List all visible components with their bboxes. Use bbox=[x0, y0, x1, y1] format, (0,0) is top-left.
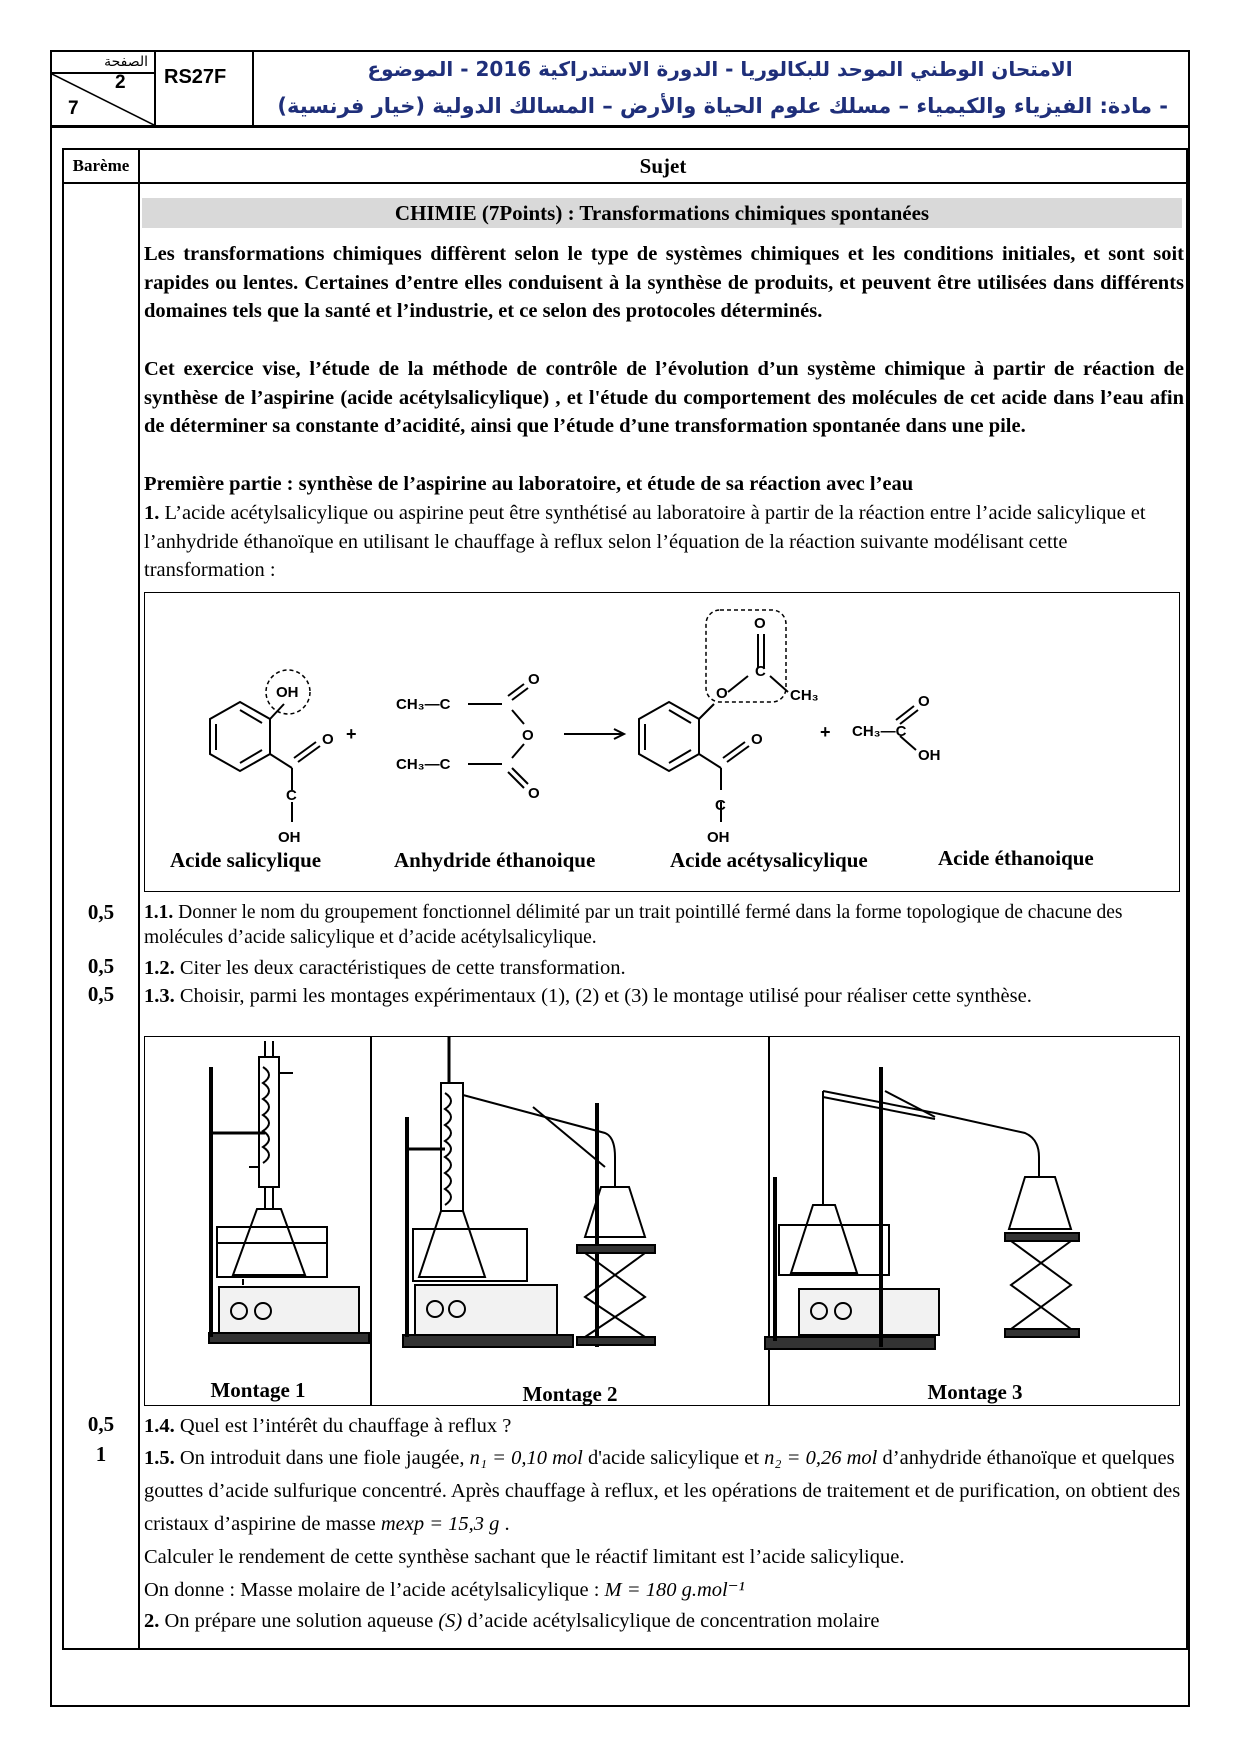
question-1-1 bbox=[144, 900, 1184, 950]
header-row-divider bbox=[62, 182, 1188, 184]
exam-code: RS27F bbox=[158, 52, 254, 126]
points-q1-5: 1 bbox=[95, 1442, 107, 1466]
plus-sign-1: + bbox=[346, 724, 357, 744]
q1-5-text-d: . bbox=[499, 1513, 510, 1535]
label-anhydride-ethanoique: Anhydride éthanoique bbox=[394, 848, 596, 872]
montage-1-label: Montage 1 bbox=[210, 1378, 306, 1402]
q1-5-mexp: mexp = 15,3 g bbox=[380, 1513, 500, 1535]
benzene-ring-1 bbox=[210, 702, 270, 771]
points-q1-2: 0,5 bbox=[87, 954, 115, 978]
page-label: الصفحة bbox=[52, 52, 156, 74]
montage-3-apparatus bbox=[765, 1067, 1079, 1349]
atom-o-5: O bbox=[751, 731, 763, 748]
q2-solution: (S) bbox=[438, 1610, 463, 1632]
question-1-2-text: Citer les deux caractéristiques de cette transformation. bbox=[174, 957, 626, 979]
question-1-5 bbox=[144, 1442, 1184, 1607]
atom-o-3: O bbox=[522, 727, 534, 744]
montages-drawing bbox=[145, 1037, 1179, 1367]
question-1-text: L’acide acétylsalicylique ou aspirine peut être synthétisé au laboratoire à partir de la réaction entre l’acide salicylique et l’anhydride éthanoïque en utilisant le chauffage à reflux selon l’équation de la réaction suivante modélisant cette transformation : bbox=[144, 502, 1146, 581]
q1-5-line5: On donne : Masse molaire de l’acide acétylsalicylique : bbox=[144, 1579, 605, 1601]
bareme-header: Barème bbox=[72, 156, 130, 175]
atom-ch3: CH₃ bbox=[790, 687, 819, 704]
atom-ch3c-2: CH₃—C bbox=[396, 756, 451, 773]
atom-oh-4: OH bbox=[918, 747, 941, 764]
label-acide-ethanoique: Acide éthanoique bbox=[938, 846, 1094, 870]
question-1-5-number: 1.5. bbox=[144, 1447, 175, 1469]
atom-ch3c-1: CH₃—C bbox=[396, 696, 451, 713]
atom-o-4: O bbox=[528, 785, 540, 802]
exam-title: الامتحان الوطني الموحد للبكالوريا - الدورة الاستدراكية 2016 - الموضوع bbox=[367, 57, 1073, 81]
question-1-1-text: Donner le nom du groupement fonctionnel délimité par un trait pointillé fermé dans la forme topologique de chacune des molécules d’acide salicylique et d’acide acétylsalicylique. bbox=[144, 902, 1123, 948]
montage-1-apparatus bbox=[209, 1041, 369, 1343]
points-q1-4: 0,5 bbox=[87, 1412, 115, 1436]
page-total: 7 bbox=[68, 98, 79, 119]
column-divider bbox=[138, 148, 140, 1650]
page-number: 2 bbox=[115, 72, 126, 93]
atom-oh-1: OH bbox=[276, 684, 299, 701]
question-1-number: 1. bbox=[144, 502, 160, 524]
points-q1-1: 0,5 bbox=[87, 900, 115, 924]
sujet-header: Sujet bbox=[639, 154, 687, 178]
atom-o-2: O bbox=[528, 671, 540, 688]
montage-2-apparatus bbox=[403, 1037, 655, 1347]
benzene-ring-2 bbox=[639, 702, 699, 771]
atom-c-1: C bbox=[286, 787, 297, 804]
montage-3-label: Montage 3 bbox=[927, 1380, 1023, 1404]
q1-5-line4: Calculer le rendement de cette synthèse sachant que le réactif limitant est l’acide salicylique. bbox=[144, 1546, 905, 1568]
exam-subject: - مادة: الفيزياء والكيمياء – مسلك علوم الحياة والأرض – المسالك الدولية (خيار فرنسية) bbox=[277, 94, 1168, 118]
question-1-2-number: 1.2. bbox=[144, 957, 175, 979]
atom-oh-3: OH bbox=[707, 829, 730, 846]
q1-5-molar-mass: M = 180 g.mol⁻¹ bbox=[604, 1579, 745, 1601]
q1-5-n2: n₂ = 0,26 mol bbox=[764, 1447, 878, 1469]
question-1-3-number: 1.3. bbox=[144, 985, 175, 1007]
question-1-3 bbox=[144, 982, 1184, 1011]
question-1-4-text: Quel est l’intérêt du chauffage à reflux ? bbox=[174, 1415, 512, 1437]
atom-o-6: O bbox=[716, 685, 728, 702]
question-2-number: 2. bbox=[144, 1610, 160, 1632]
label-acide-salicylique: Acide salicylique bbox=[170, 848, 322, 872]
atom-o-1: O bbox=[322, 731, 334, 748]
q1-5-n1: n₁ = 0,10 mol bbox=[469, 1447, 583, 1469]
atom-o-8: O bbox=[918, 693, 930, 710]
q1-5-text-c: d’anhydride éthanoïque et quelques gouttes d’acide sulfurique concentré. Après chauffage à reflux, et les opérations de traitement et de purification, on obtient des cristaux d’aspirine de masse bbox=[144, 1447, 1181, 1535]
part1-title: Première partie : synthèse de l’aspirine au laboratoire, et étude de sa réaction avec l’eau bbox=[144, 473, 914, 495]
atom-oh-2: OH bbox=[278, 829, 301, 846]
question-1-1-number: 1.1. bbox=[144, 902, 174, 923]
atom-ch3c-3: CH₃—C bbox=[852, 723, 907, 740]
question-2 bbox=[144, 1607, 1184, 1636]
section-title: CHIMIE (7Points) : Transformations chimiques spontanées bbox=[142, 198, 1182, 228]
question-1-3-text: Choisir, parmi les montages expérimentaux (1), (2) et (3) le montage utilisé pour réaliser cette synthèse. bbox=[174, 985, 1032, 1007]
points-q1-3: 0,5 bbox=[87, 982, 115, 1006]
q2-text-a: On prépare une solution aqueuse bbox=[159, 1610, 439, 1632]
q1-5-text-a: On introduit dans une fiole jaugée, bbox=[174, 1447, 470, 1469]
montage-2-label: Montage 2 bbox=[522, 1382, 618, 1406]
q1-5-text-b: d'acide salicylique et bbox=[582, 1447, 765, 1469]
atom-c-3: C bbox=[755, 663, 766, 680]
atom-c-2: C bbox=[715, 797, 726, 814]
plus-sign-2: + bbox=[820, 722, 831, 742]
question-1-4-number: 1.4. bbox=[144, 1415, 175, 1437]
atom-o-7: O bbox=[754, 615, 766, 632]
question-1 bbox=[144, 499, 1184, 585]
question-1-4 bbox=[144, 1412, 1184, 1441]
intro-paragraph-2: Cet exercice vise, l’étude de la méthode de contrôle de l’évolution d’un système chimique à partir de réaction de synthèse de l’aspirine (acide acétylsalicylique) , et l'étude du comportement des molécules de cet acide dans l’eau afin de déterminer sa constante d’acidité, ainsi que l’étude d’une transformation spontanée dans une pile. bbox=[144, 358, 1184, 437]
question-1-2 bbox=[144, 954, 1184, 983]
label-acide-acetysalicylique: Acide acétysalicylique bbox=[670, 848, 868, 872]
q2-text-b: d’acide acétylsalicylique de concentration molaire bbox=[462, 1610, 880, 1632]
intro-paragraph-1: Les transformations chimiques diffèrent selon le type de systèmes chimiques et les conditions initiales, et sont soit rapides ou lentes. Certaines d’entre elles conduisent à la synthèse de produits, et peuvent être utilisées dans différents domaines tels que la santé et l’industrie, et ce selon des protocoles déterminés. bbox=[144, 243, 1184, 322]
